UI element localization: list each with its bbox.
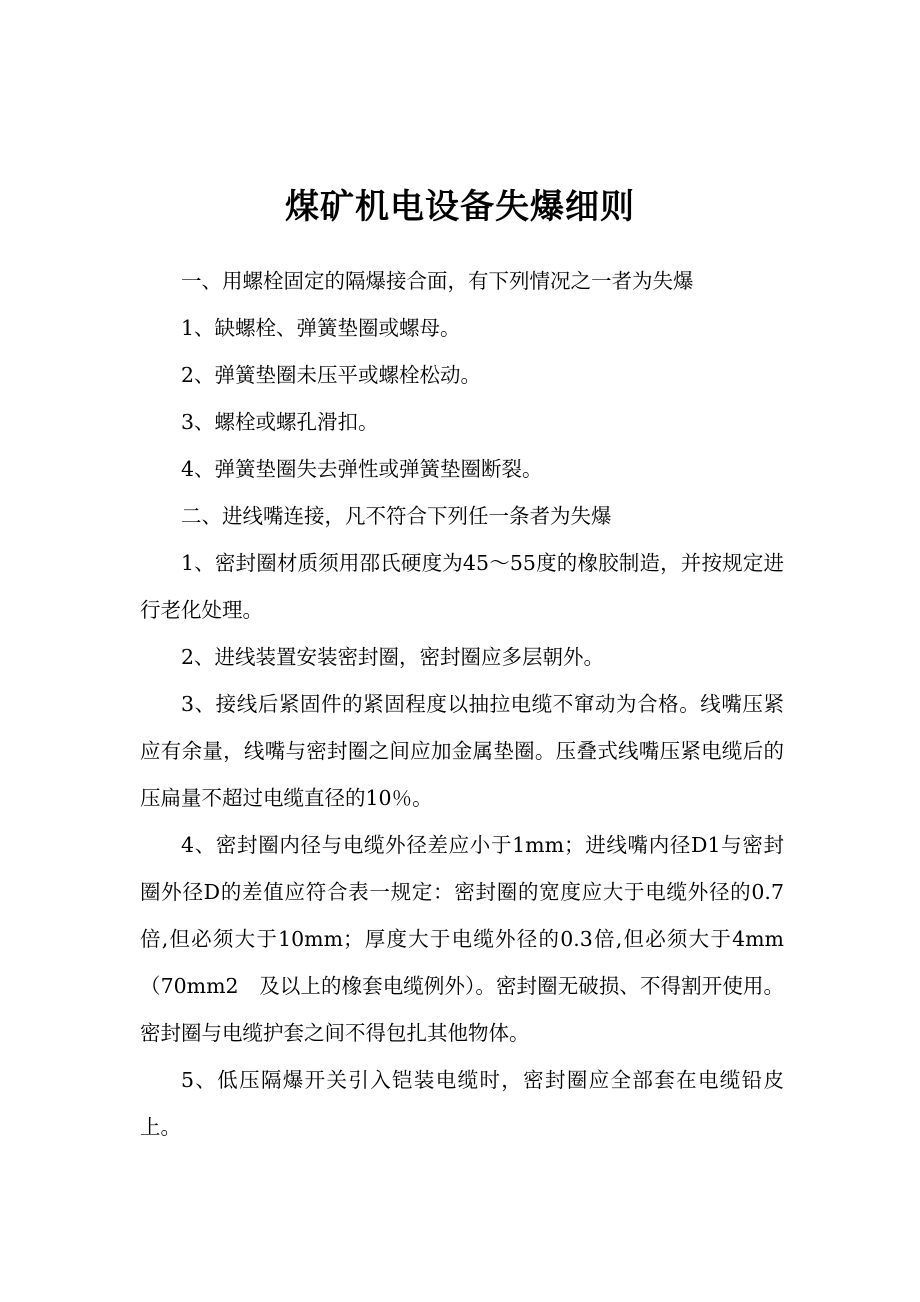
- list-item: 2、进线装置安装密封圈，密封圈应多层朝外。: [181, 645, 605, 669]
- list-item: 1、密封圈材质须用邵氏硬度为45～55度的橡胶制造，并按规定进行老化处理。: [140, 551, 784, 622]
- section-heading-2: 二、进线嘴连接，凡不符合下列任一条者为失爆: [181, 504, 612, 528]
- section-heading-1: 一、用螺栓固定的隔爆接合面，有下列情况之一者为失爆: [181, 269, 694, 293]
- document-body: [140, 258, 784, 1151]
- list-item: 5、低压隔爆开关引入铠装电缆时，密封圈应全部套在电缆铅皮上。: [140, 1068, 784, 1139]
- list-item: 4、密封圈内径与电缆外径差应小于1mm；进线嘴内径D1与密封圈外径D的差值应符合表一规定：密封圈的宽度应大于电缆外径的0.7倍,但必须大于10mm；厚度大于电缆外径的0.3倍,但必须大于4mm（70mm2 及以上的橡套电缆例外）。密封圈无破损、不得割开使用。密封圈与电缆护套之间不得包扎其他物体。: [140, 833, 784, 1045]
- list-item: 2、弹簧垫圈未压平或螺栓松动。: [181, 363, 482, 387]
- list-item: 3、螺栓或螺孔滑扣。: [181, 410, 379, 434]
- list-item: 1、缺螺栓、弹簧垫圈或螺母。: [181, 316, 461, 340]
- document-title: 煤矿机电设备失爆细则: [285, 186, 635, 227]
- list-item: 4、弹簧垫圈失去弹性或弹簧垫圈断裂。: [181, 457, 543, 481]
- list-item: 3、接线后紧固件的紧固程度以抽拉电缆不窜动为合格。线嘴压紧应有余量，线嘴与密封圈之间应加金属垫圈。压叠式线嘴压紧电缆后的压扁量不超过电缆直径的10％。: [140, 692, 784, 810]
